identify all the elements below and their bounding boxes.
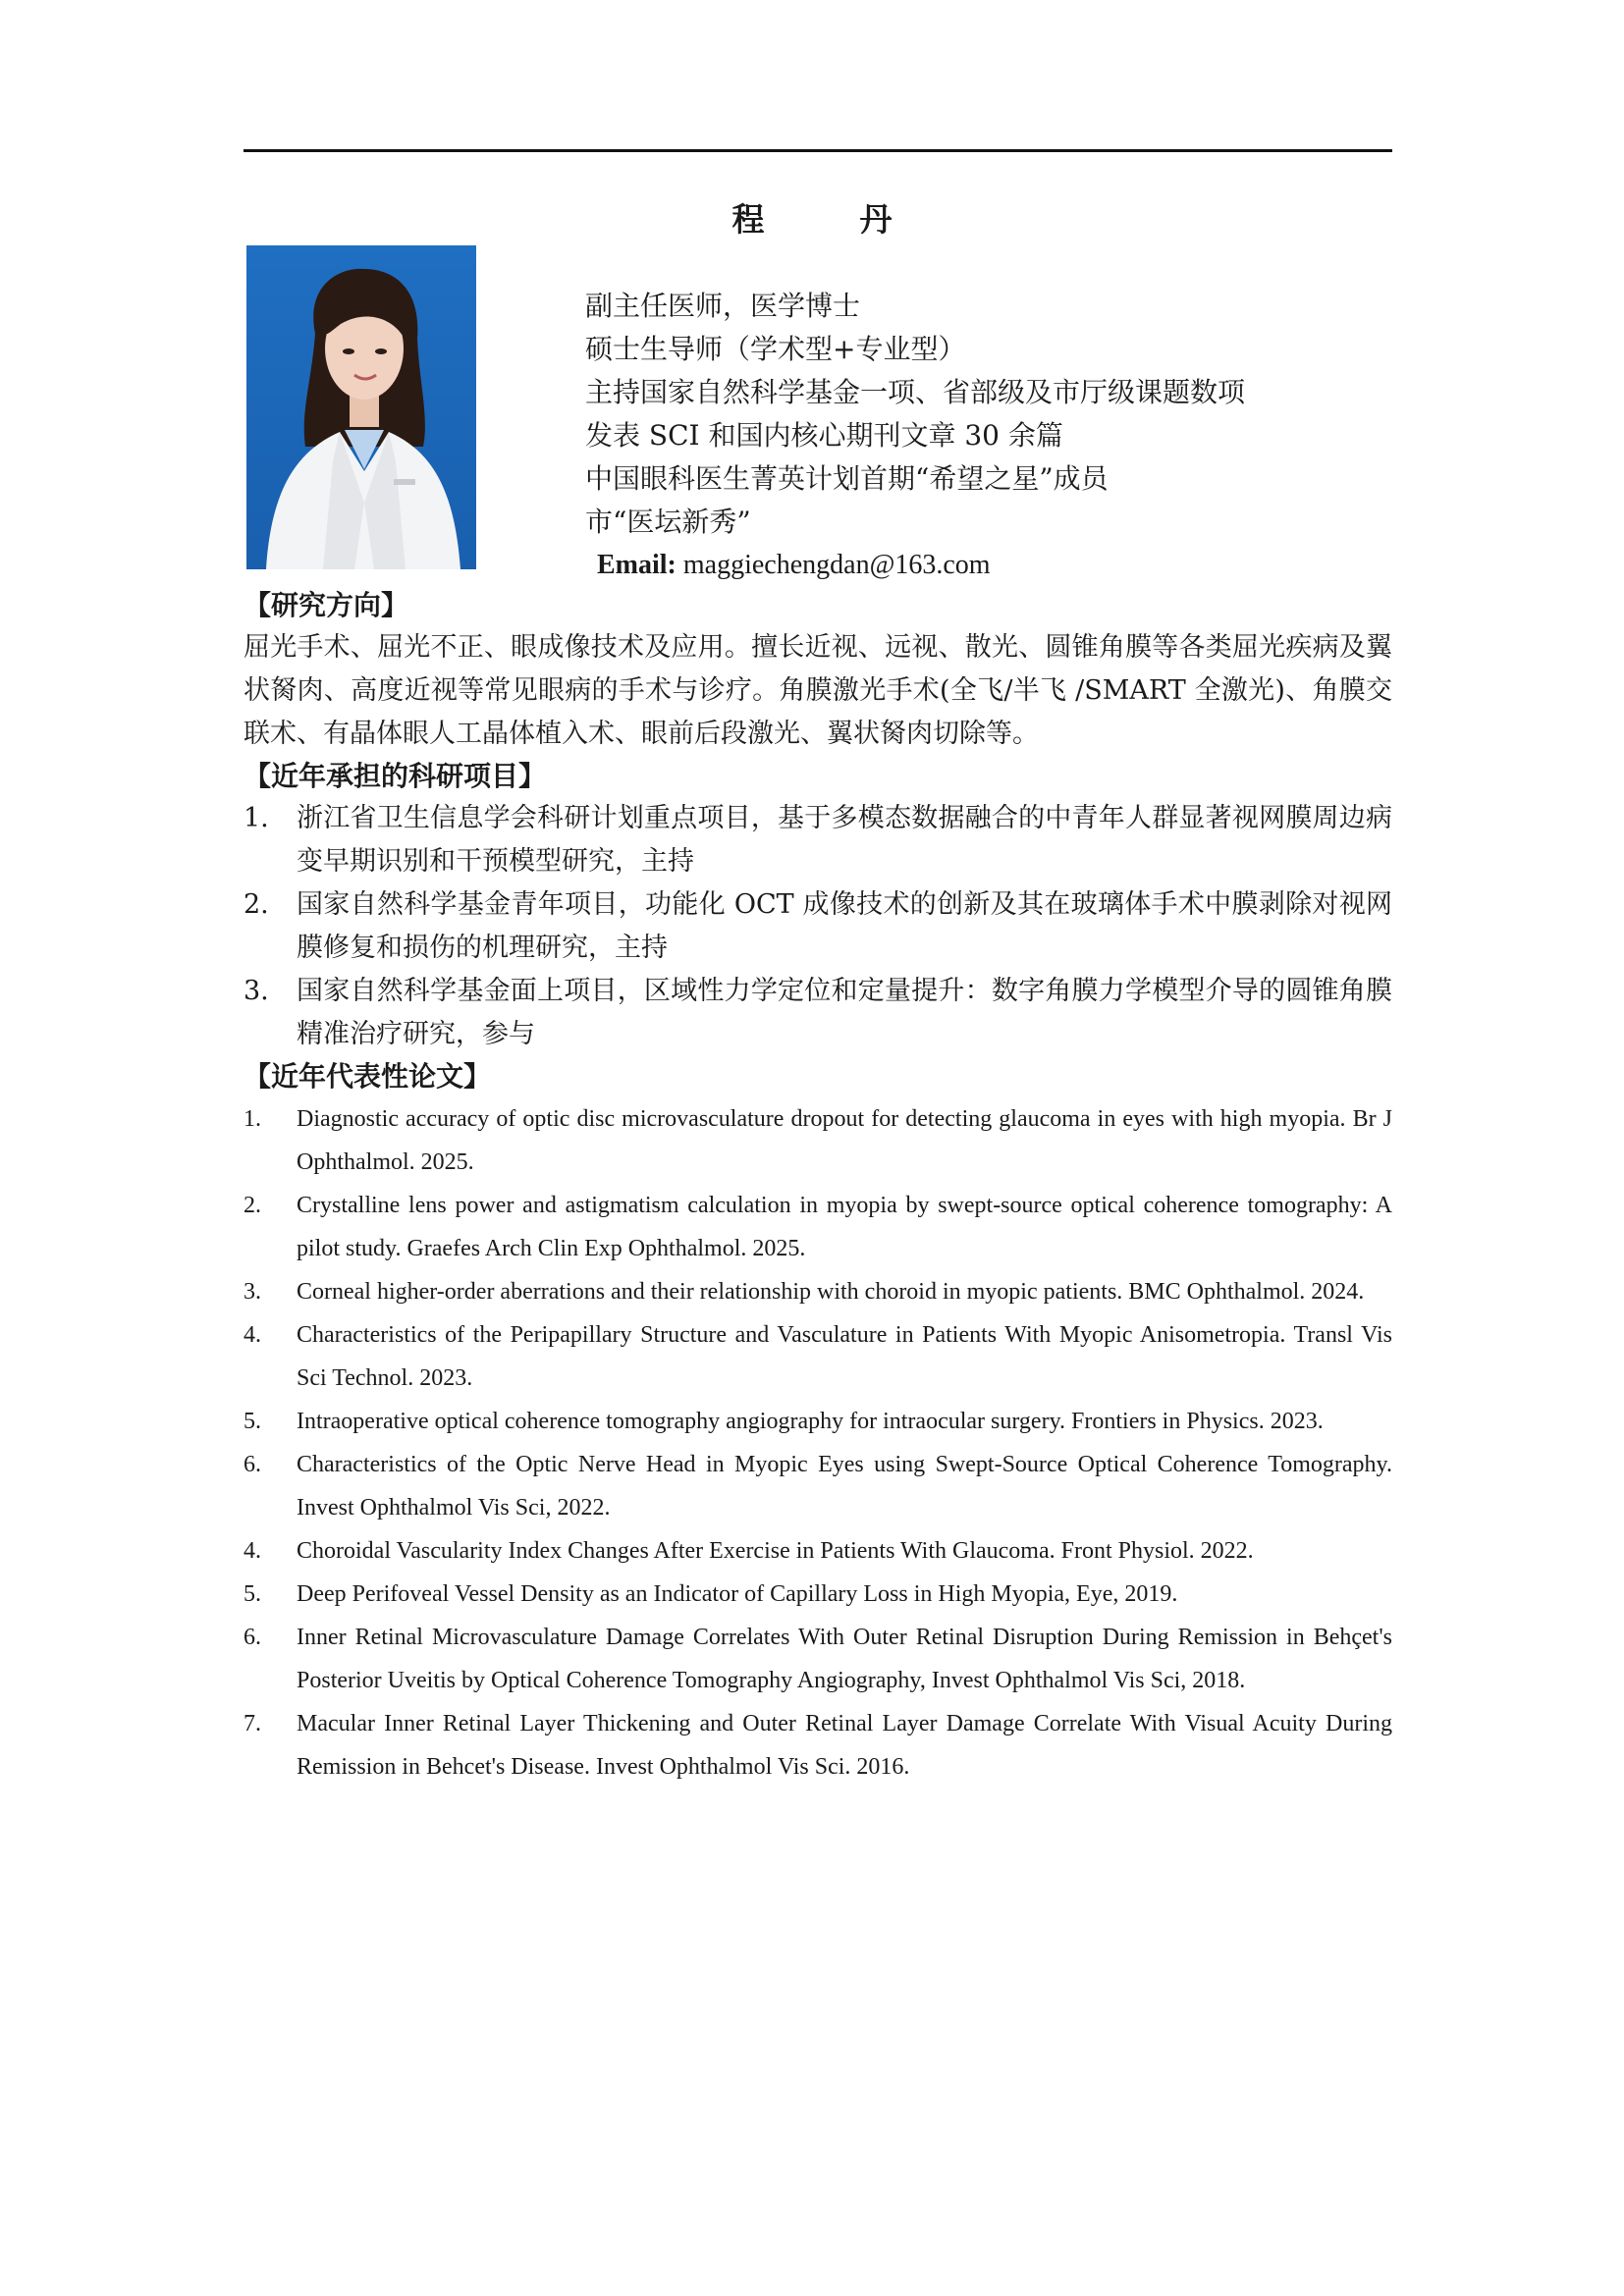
paper-number: 4.: [244, 1322, 261, 1348]
paper-item: [244, 1573, 1392, 1616]
projects-heading: 【近年承担的科研项目】: [244, 760, 547, 792]
profile-publications: 发表 SCI 和国内核心期刊文章 30 余篇: [585, 419, 1063, 452]
paper-number: 5.: [244, 1581, 261, 1607]
project-item: [244, 797, 1392, 883]
papers-section: [244, 1056, 1392, 1789]
paper-item: [244, 1443, 1392, 1529]
research-heading: 【研究方向】: [244, 589, 409, 621]
project-number: 3.: [244, 976, 269, 1006]
paper-item: [244, 1097, 1392, 1184]
paper-citation: Characteristics of the Peripapillary Structure and Vasculature in Patients With Myopic Anisometropia. Transl Vis Sci Technol. 2023.: [297, 1322, 1392, 1391]
profile-grants: 主持国家自然科学基金一项、省部级及市厅级课题数项: [585, 376, 1246, 408]
project-number: 1.: [244, 803, 269, 833]
paper-number: 1.: [244, 1106, 261, 1132]
project-text: 国家自然科学基金面上项目，区域性力学定位和定量提升：数字角膜力学模型介导的圆锥角膜精准治疗研究，参与: [297, 976, 1392, 1049]
profile-supervisor: 硕士生导师（学术型+专业型）: [585, 333, 966, 365]
paper-number: 5.: [244, 1409, 261, 1434]
email-label: Email:: [597, 550, 677, 580]
paper-number: 7.: [244, 1711, 261, 1736]
project-item: [244, 970, 1392, 1056]
paper-item: [244, 1313, 1392, 1400]
research-section: [244, 585, 1392, 756]
person-name: 程 丹: [731, 200, 924, 239]
email-line: [585, 544, 1390, 587]
paper-citation: Characteristics of the Optic Nerve Head in Myopic Eyes using Swept-Source Optical Coherence Tomography. Invest Ophthalmol Vis Sci, 2022.: [297, 1452, 1392, 1521]
paper-citation: Inner Retinal Microvasculature Damage Correlates With Outer Retinal Disruption During Remission in Behçet's Posterior Uveitis by Optical Coherence Tomography Angiography, Invest Ophthalmol Vis Sci, 2018.: [297, 1625, 1392, 1693]
project-text: 国家自然科学基金青年项目，功能化 OCT 成像技术的创新及其在玻璃体手术中膜剥除对视网膜修复和损伤的机理研究，主持: [297, 889, 1392, 963]
profile-title: 副主任医师，医学博士: [585, 290, 861, 322]
papers-heading: 【近年代表性论文】: [244, 1060, 492, 1093]
email-link[interactable]: maggiechengdan@163.com: [676, 550, 991, 580]
paper-citation: Crystalline lens power and astigmatism calculation in myopia by swept-source optical coherence tomography: A pilot study. Graefes Arch Clin Exp Ophthalmol. 2025.: [297, 1193, 1392, 1261]
profile-summary: [585, 285, 1390, 587]
project-item: [244, 883, 1392, 970]
paper-number: 3.: [244, 1279, 261, 1305]
top-rule: [244, 149, 1392, 152]
paper-citation: Corneal higher-order aberrations and their relationship with choroid in myopic patients. BMC Ophthalmol. 2024.: [297, 1279, 1365, 1305]
paper-item: [244, 1270, 1392, 1313]
paper-item: [244, 1400, 1392, 1443]
paper-item: [244, 1616, 1392, 1702]
paper-number: 4.: [244, 1538, 261, 1564]
paper-citation: Choroidal Vascularity Index Changes After Exercise in Patients With Glaucoma. Front Physiol. 2022.: [297, 1538, 1254, 1564]
paper-citation: Diagnostic accuracy of optic disc microvasculature dropout for detecting glaucoma in eyes with high myopia. Br J Ophthalmol. 2025.: [297, 1106, 1392, 1175]
paper-citation: Deep Perifoveal Vessel Density as an Indicator of Capillary Loss in High Myopia, Eye, 2019.: [297, 1581, 1178, 1607]
project-text: 浙江省卫生信息学会科研计划重点项目，基于多模态数据融合的中青年人群显著视网膜周边病变早期识别和干预模型研究，主持: [297, 803, 1392, 877]
projects-section: [244, 756, 1392, 1056]
research-text: 屈光手术、屈光不正、眼成像技术及应用。擅长近视、远视、散光、圆锥角膜等各类屈光疾病及翼状胬肉、高度近视等常见眼病的手术与诊疗。角膜激光手术(全飞/半飞 /SMART 全激光)、角膜交联术、有晶体眼人工晶体植入术、眼前后段激光、翼状胬肉切除等。: [244, 632, 1392, 749]
paper-item: [244, 1184, 1392, 1270]
profile-honor-city: 市“医坛新秀”: [585, 506, 751, 538]
paper-citation: Macular Inner Retinal Layer Thickening and Outer Retinal Layer Damage Correlate With Visual Acuity During Remission in Behcet's Disease. Invest Ophthalmol Vis Sci. 2016.: [297, 1711, 1392, 1780]
paper-number: 6.: [244, 1452, 261, 1477]
paper-item: [244, 1529, 1392, 1573]
portrait-photo: [246, 245, 476, 569]
projects-list: [244, 797, 1392, 1056]
paper-number: 6.: [244, 1625, 261, 1650]
profile-honor-star: 中国眼科医生菁英计划首期“希望之星”成员: [585, 462, 1109, 495]
paper-item: [244, 1702, 1392, 1789]
paper-number: 2.: [244, 1193, 261, 1218]
paper-citation: Intraoperative optical coherence tomography angiography for intraocular surgery. Frontiers in Physics. 2023.: [297, 1409, 1324, 1434]
project-number: 2.: [244, 889, 269, 920]
papers-list: [244, 1097, 1392, 1789]
